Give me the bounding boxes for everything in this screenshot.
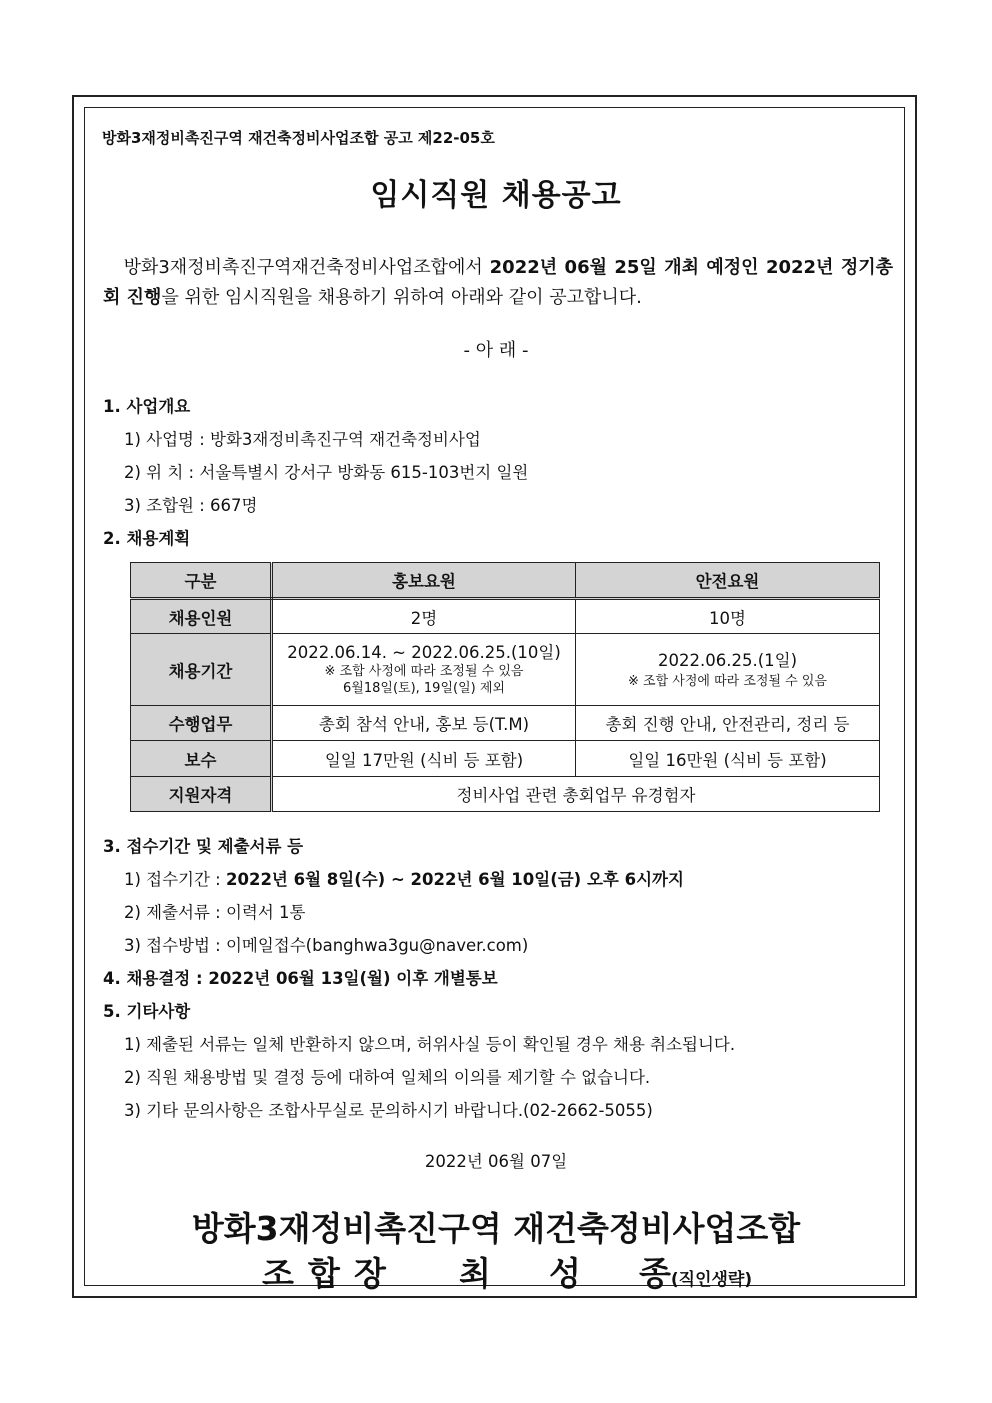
section2-heading: 2. 채용계획 — [103, 529, 191, 548]
chairman-line — [262, 1248, 752, 1295]
section3-heading: 3. 접수기간 및 제출서류 등 — [103, 837, 304, 856]
table-cell: 2명 — [272, 599, 576, 634]
receipt-period-label: 1) 접수기간 : — [124, 870, 226, 889]
table-cell: 10명 — [576, 599, 880, 634]
table-header: 안전요원 — [576, 563, 880, 599]
organization-name: 방화3재정비촉진구역 재건축정비사업조합 — [191, 1209, 801, 1248]
table-row — [131, 777, 880, 812]
table-header: 홍보요원 — [272, 563, 576, 599]
table-cell — [272, 634, 576, 706]
table-row — [131, 741, 880, 777]
section1-item: 2) 위 치 : 서울특별시 강서구 방화동 615-103번지 일원 — [124, 463, 529, 482]
notice-number: 방화3재정비촉진구역 재건축정비사업조합 공고 제22-05호 — [102, 129, 495, 147]
section5-item: 3) 기타 문의사항은 조합사무실로 문의하시기 바랍니다.(02-2662-5055) — [124, 1101, 653, 1120]
intro-part1: 방화3재정비촉진구역재건축정비사업조합에서 — [123, 257, 490, 278]
section3-item: 3) 접수방법 : 이메일접수(banghwa3gu@naver.com) — [124, 936, 529, 955]
table-row — [131, 599, 880, 634]
table-row — [131, 634, 880, 706]
section1-item: 3) 조합원 : 667명 — [124, 496, 258, 515]
row-label: 수행업무 — [131, 706, 272, 741]
intro-paragraph — [103, 253, 893, 313]
row-label: 채용기간 — [131, 634, 272, 706]
chairman-char: 조 — [262, 1254, 294, 1293]
period-promo-exclude: 6월18일(토), 19일(일) 제외 — [343, 680, 505, 696]
section1-item: 1) 사업명 : 방화3재정비촉진구역 재건축정비사업 — [124, 430, 481, 449]
table-row — [131, 706, 880, 741]
row-label: 지원자격 — [131, 777, 272, 812]
intro-part2: 을 위한 임시직원을 채용하기 위하여 아래와 같이 공고합니다. — [161, 287, 642, 308]
table-cell: 총회 진행 안내, 안전관리, 정리 등 — [576, 706, 880, 741]
row-label: 채용인원 — [131, 599, 272, 634]
chairman-char: 종 — [639, 1254, 671, 1293]
row-label: 보수 — [131, 741, 272, 777]
chairman-char: 합 — [308, 1254, 340, 1293]
chairman-char: 최 — [459, 1254, 491, 1293]
table-cell: 총회 참석 안내, 홍보 등(T.M) — [272, 706, 576, 741]
intro-bold: 2022년 06월 25일 개최 예정인 2022년 정기총회 진행 — [103, 257, 894, 308]
arae-divider: - 아 래 - — [463, 340, 529, 361]
table-cell: 정비사업 관련 총회업무 유경험자 — [272, 777, 880, 812]
section5-heading: 5. 기타사항 — [103, 1002, 191, 1021]
period-safety-main: 2022.06.25.(1일) — [657, 651, 798, 670]
period-safety-note: ※ 조합 사정에 따라 조정될 수 있음 — [628, 674, 827, 689]
section5-item: 2) 직원 채용방법 및 결정 등에 대하여 일체의 이의를 제기할 수 없습니다. — [124, 1068, 651, 1087]
table-cell — [576, 634, 880, 706]
issue-date: 2022년 06월 07일 — [424, 1152, 568, 1171]
page-title: 임시직원 채용공고 — [370, 178, 622, 213]
period-promo-note: ※ 조합 사정에 따라 조정될 수 있음 — [324, 663, 524, 679]
section3-item: 2) 제출서류 : 이력서 1통 — [124, 903, 306, 922]
period-promo-main: 2022.06.14. ~ 2022.06.25.(10일) — [287, 642, 561, 662]
section5-item: 1) 제출된 서류는 일체 반환하지 않으며, 허위사실 등이 확인될 경우 채용 취소됩니다. — [124, 1035, 736, 1054]
hiring-plan-table — [130, 562, 879, 812]
seal-omitted-note: (직인생략) — [670, 1270, 753, 1290]
chairman-char: 장 — [354, 1254, 386, 1293]
table-cell: 일일 16만원 (식비 등 포함) — [576, 741, 880, 777]
table-header: 구분 — [131, 563, 272, 599]
section1-heading: 1. 사업개요 — [103, 397, 191, 416]
section3-item — [124, 866, 684, 890]
table-cell: 일일 17만원 (식비 등 포함) — [272, 741, 576, 777]
chairman-char: 성 — [549, 1254, 581, 1293]
section4-heading: 4. 채용결정 : 2022년 06월 13일(월) 이후 개별통보 — [103, 969, 498, 988]
receipt-period-value: 2022년 6월 8일(수) ~ 2022년 6월 10일(금) 오후 6시까지 — [226, 870, 684, 889]
